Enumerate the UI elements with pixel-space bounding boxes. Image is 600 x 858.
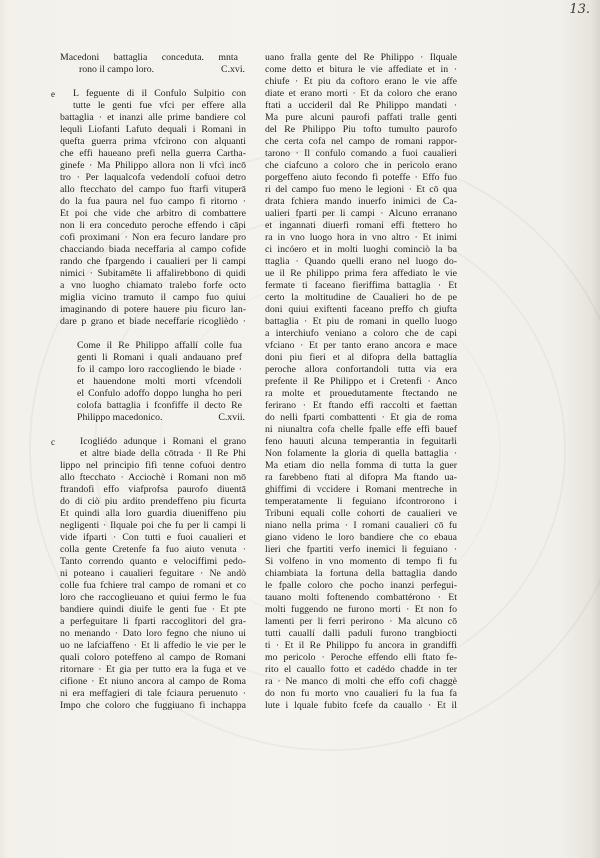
text-line: nimici · Subitamēte li affalirebbono di quidi	[60, 268, 246, 279]
text-line: ra in vno luogo hora in vno altro · Et inimi	[265, 232, 457, 243]
text-line: do la fua paura nel fuo campo fi ritorno ·	[60, 196, 246, 207]
text-line: colle fua fchiere tral campo de romani et co	[60, 580, 246, 591]
text-line: drata fchiera mando inuerfo inimici de Ca-	[265, 196, 457, 207]
text-line: tro · Per laqualcofa vedendolí cofuoi detro	[60, 172, 246, 183]
text-line: ftrandofi effo viafprofsa paurofo diuentā	[60, 484, 246, 495]
text-line: niano nella prima · I romani caualieri cō fu	[265, 520, 457, 531]
text-line: rando che fpargendo i caualieri per li campi	[60, 256, 246, 267]
text-line: chiambiata la fortuna della battaglia dando	[265, 568, 457, 579]
text-line: et altre biade della cōtrada · Il Re Phi	[80, 448, 246, 459]
text-line: dare p grano et biade neceffarie ricoglièdo ·	[60, 316, 246, 327]
text-line: miglia vicino tramuto il campo fuo quiui	[60, 292, 246, 303]
heading-line-with-chapter-number	[77, 412, 246, 424]
text-line: el Confulo adoffo doppo lungha ho peri	[77, 388, 242, 399]
text-line: uo ne lafciaffeno · Et li affedio le vie per le	[60, 640, 246, 651]
text-line: feno hauuti alcuna temperantia in feguitarli	[265, 436, 457, 447]
text-line: del Re Philippo Piu tofto tumulto paurofo	[265, 124, 457, 135]
heading-line: rono il campo loro.	[79, 64, 155, 75]
chapter-16-text	[51, 88, 246, 328]
text-line: prefente il Re Philippo et i Cretenfi · Anco	[265, 376, 457, 387]
text-line: do di ciò piu ardito prendeffeno piu ficurta	[60, 496, 246, 507]
text-line: Et poi che vide che arbitro di combattere	[60, 208, 246, 219]
text-line: a interchiufo veniano a coloro che de capi	[265, 328, 457, 339]
text-line: ni niunaltra cofa chelle fpalle effe effi bauef	[265, 424, 457, 435]
heading-line: Macedoni battaglia conceduta. mnta	[60, 52, 238, 63]
chapter-17-heading-lines	[77, 340, 246, 412]
text-line: diate et erano morti · Et da coloro che erano	[265, 88, 457, 99]
text-line: tutti cauallí dalli paduli furono trangbiocti	[265, 628, 457, 639]
text-line: battaglia · et inanzi alle prime bandiere col	[60, 112, 246, 123]
text-line: L feguente di il Confulo Sulpitio con	[73, 88, 246, 99]
text-line: peroche allora confortandoli tutta via era	[265, 364, 457, 375]
blank-line	[60, 328, 246, 340]
text-line: che ciafcuno a coloro che in pericolo erano	[265, 160, 457, 171]
text-line: porgeffeno aiuto fecondo fi poteffe · Effo fuo	[265, 172, 457, 183]
chapter-17-heading	[77, 340, 246, 424]
text-line: et ingannati diuerfi romani effi ftettero ho	[265, 220, 457, 231]
text-line: ttaglia · Quando quelli erano nel luogo do-	[265, 256, 457, 267]
text-line: ferirano · Et ftando effi raccolti et faettan	[265, 400, 457, 411]
text-line: Icogliédo adunque i Romani el grano	[80, 436, 246, 447]
text-line: a vno luogho chiamato tralebo forfe octo	[60, 280, 246, 291]
text-line: loro che raccoglieuano et quiui fermo le fua	[60, 592, 246, 603]
text-line: fo il campo loro raccogliendo le biade ·	[77, 364, 242, 375]
text-line: come detto et bitura le vie affediate et in ·	[265, 64, 457, 75]
text-line: molti fuggendo ne furono morti · Et non fo	[265, 604, 457, 615]
text-line: ftati a uccideril dal Re Philippo mandati ·	[265, 100, 457, 111]
text-line: certo la moltitudine de Caualieri ho de pe	[265, 292, 457, 303]
text-line: bandiere quindi diuife le genti fue · Et pte	[60, 604, 246, 615]
right-column	[265, 52, 457, 712]
text-line: no menando · Dato loro fegno che niuno ui	[60, 628, 246, 639]
text-line: chiufe · Et piu da coftoro erano le vie affe	[265, 76, 457, 87]
chapter-17-lines	[60, 436, 246, 712]
left-column	[51, 52, 246, 712]
text-line: chacciando biada neceffaria al campo cofide	[60, 244, 246, 255]
text-line: Non folamente la gloria di quella battaglia ·	[265, 448, 457, 459]
text-line: quefta guerra prima vfcirono con alquanti	[60, 136, 246, 147]
text-line: a perfeguitare li fparti raccoglitori del gra-	[60, 616, 246, 627]
chapter-number: C.xvi.	[221, 64, 245, 75]
text-line: ni poteano i caualieri feguitare · Ne andò	[60, 568, 246, 579]
text-line: ra · Ne manco di molti che effo cofi chaggè	[265, 676, 457, 687]
text-line: vide ifparti · Con tutti e fuoi caualieri et	[60, 532, 246, 543]
text-line: lippo nel principio fifi tenne cofuoi dentro	[60, 460, 246, 471]
text-line: che effi haueano prefi nella guerra Cartha-	[60, 148, 246, 159]
initial-guide-letter: e	[51, 89, 55, 99]
text-line: rito el cauallo fotto et cadédo chadde in ter	[265, 664, 457, 675]
text-line: fermate ti faceano fieriffima battaglia · Et	[265, 280, 457, 291]
text-line: Come il Re Philippo affallí colle fua	[77, 340, 242, 351]
text-line: ri del campo fuo meno le legioni · Et cō qua	[265, 184, 457, 195]
text-line: cifione · Et niuno ancora al campo de Roma	[60, 676, 246, 687]
text-line: ritornare · Et gia per tutto era la fuga et ve	[60, 664, 246, 675]
text-line: lute i lquale fubito fcefe da cauallo · Et il	[265, 700, 457, 711]
text-line: Tanto correndo quanto e velociffimi pedo-	[60, 556, 246, 567]
chapter-16-lines	[60, 88, 246, 328]
blank-line	[60, 76, 246, 88]
text-line: allo ftecchato · Acciochè i Romani non mō	[60, 472, 246, 483]
text-line: non li era conceduto peroche effendo i cāpi	[60, 220, 246, 231]
text-line: do nelli fparti combattenti · Et gia de roma	[265, 412, 457, 423]
text-line: lamenti per li ferri perirono · Ma alcuno cō	[265, 616, 457, 627]
text-line: che certa cofa nel campo de romani rappor-	[265, 136, 457, 147]
text-line: genti li Romani i quali andauano pref	[77, 352, 242, 363]
text-line: doni piu fieri et al difopra della battaglia	[265, 352, 457, 363]
text-line: Impo che coloro che fuggiuano fi inchappa	[60, 700, 246, 711]
text-line: ni era meffagieri di tale fciaura peruenuto ·	[60, 688, 246, 699]
text-line: imaginando di potere hauere piu ficuro lan-	[60, 304, 246, 315]
chapter-number: C.xvii.	[218, 412, 245, 423]
initial-guide-letter: c	[51, 437, 55, 447]
text-line: et hauendone molti morti vfcendoli	[77, 376, 242, 387]
text-line: Si volfeno in vno momento di tempo fi fu	[265, 556, 457, 567]
text-line: quali coloro poteffeno al campo de Romani	[60, 652, 246, 663]
text-line: doni quiui exiftenti faceano preffo ch giufta	[265, 304, 457, 315]
text-line: ra farebbeno ftati al difopra Ma ftando ua-	[265, 472, 457, 483]
text-line: ginefe · Ma Philippo allora non li vfcì incō	[60, 160, 246, 171]
text-line: le fpalle coloro che pocho inanzi perfegui-	[265, 580, 457, 591]
text-line: Tribuni equali colle cohorti de caualieri ve	[265, 508, 457, 519]
text-line: Et quindi alla loro guardia diueniffeno piu	[60, 508, 246, 519]
chapter-16-heading	[60, 52, 246, 76]
text-line: vfciano · Et per tanto erano ancora e mace	[265, 340, 457, 351]
text-line: tauano molti foftenendo combattérono · Et	[265, 592, 457, 603]
text-line: ra molte et prouedutamente ftectando ne	[265, 388, 457, 399]
text-line: negligenti · Ilquale poi che fu per li campi li	[60, 520, 246, 531]
text-line: temperatamente li feguiano ifcontrorono i	[265, 496, 457, 507]
text-line: battaglia · Et piu de romani in quello luogo	[265, 316, 457, 327]
text-line: ti · Et il Re Philippo fu ancora in grandiffi	[265, 640, 457, 651]
heading-line: Philippo macedonico.	[77, 412, 163, 423]
page-number: 13.	[569, 2, 590, 17]
text-line: tarono · Il confulo comando a fuoi caualieri	[265, 148, 457, 159]
text-line: allo ftecchato del campo fuo ftarfi vituperā	[60, 184, 246, 195]
text-line: lieri che fpartiti verfo inemici li feguiano ·	[265, 544, 457, 555]
text-line: ue il Re philippo prima fera affediato le vie	[265, 268, 457, 279]
text-line: Ma pure alcuni paurofi paffati tralle genti	[265, 112, 457, 123]
text-line: ualieri fparti per li campi · Alcuno erranano	[265, 208, 457, 219]
text-line: cofi proximani · Non era fecuro landare pro	[60, 232, 246, 243]
text-line: do non fu morto vno caualieri fu la fua fa	[265, 688, 457, 699]
text-line: lequli Liofanti Lafuto dequali i Romani in	[60, 124, 246, 135]
text-line: Ma etiam dio nella fomma di tutta la guer	[265, 460, 457, 471]
chapter-17-text	[51, 436, 246, 712]
text-line: ci incóero et in molti luoghi cominciò la ba	[265, 244, 457, 255]
text-line: giano videno le loro bandiere che co ebaua	[265, 532, 457, 543]
right-column-lines	[265, 52, 457, 712]
heading-line-with-chapter-number	[60, 64, 246, 76]
blank-line	[60, 424, 246, 436]
text-line: tutte le genti fue vfci per effere alla	[73, 100, 246, 111]
text-line: mo pericolo · Peroche effendo elli ftato fe-	[265, 652, 457, 663]
text-line: colofa battaglia i fconfiffe il decto Re	[77, 400, 242, 411]
text-line: colla gente Cretenfe fa fuo aiuto venuta ·	[60, 544, 246, 555]
text-line: ghiffimi di vccidere i Romani mentreche in	[265, 484, 457, 495]
text-line: uano fralla gente del Re Philippo · Ilquale	[265, 52, 457, 63]
